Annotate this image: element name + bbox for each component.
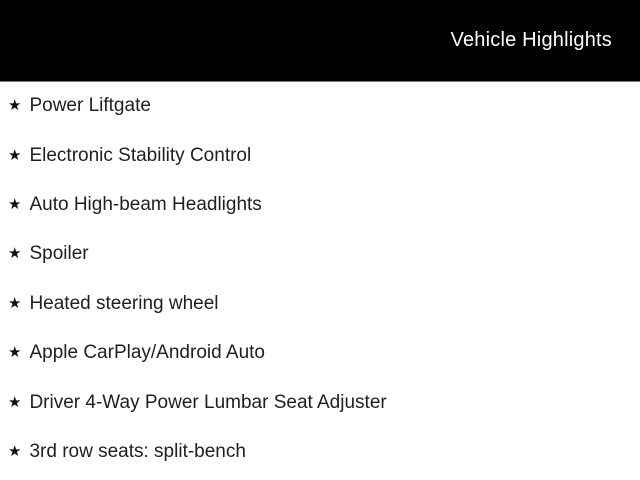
section-header xyxy=(0,0,640,82)
list-item xyxy=(0,280,640,329)
list-item xyxy=(0,181,640,230)
list-item xyxy=(0,230,640,279)
star-icon: ★ xyxy=(8,245,22,263)
list-item xyxy=(0,131,640,180)
item-label: 3rd row seats: split-bench xyxy=(29,441,246,463)
item-label: Power Liftgate xyxy=(29,95,151,117)
section-title: Vehicle Highlights xyxy=(450,29,612,51)
star-icon: ★ xyxy=(8,344,22,362)
item-label: Electronic Stability Control xyxy=(29,144,252,166)
star-icon: ★ xyxy=(8,393,22,411)
star-icon: ★ xyxy=(8,294,22,312)
star-icon: ★ xyxy=(8,442,22,460)
star-icon: ★ xyxy=(8,146,22,164)
item-label: Apple CarPlay/Android Auto xyxy=(29,342,265,364)
item-label: Driver 4-Way Power Lumbar Seat Adjuster xyxy=(29,391,387,413)
list-item xyxy=(0,378,640,427)
item-label: Auto High-beam Headlights xyxy=(29,194,262,216)
star-icon: ★ xyxy=(8,195,22,213)
list-item xyxy=(0,329,640,378)
item-label: Heated steering wheel xyxy=(29,292,219,314)
star-icon: ★ xyxy=(8,97,22,115)
list-item xyxy=(0,82,640,131)
item-label: Spoiler xyxy=(29,243,89,265)
highlights-list xyxy=(0,82,640,477)
list-item xyxy=(0,428,640,477)
